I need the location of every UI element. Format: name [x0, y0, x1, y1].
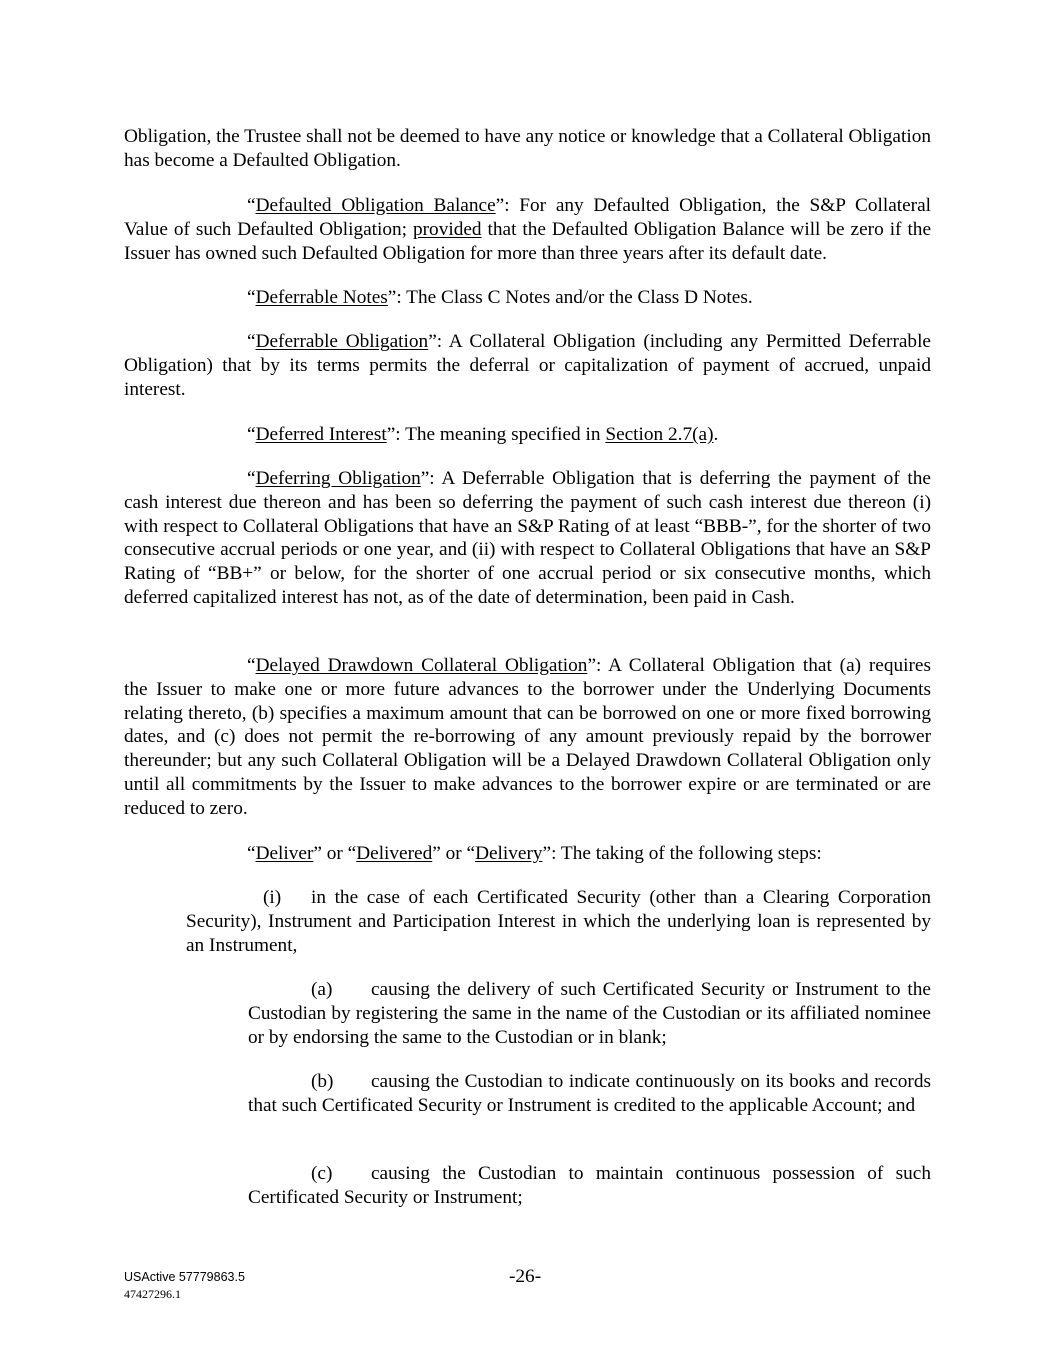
definition-text: ” or “ — [313, 843, 357, 864]
definition-defaulted-obligation-balance: “Defaulted Obligation Balance”: For any Defaulted Obligation, the S&P Collateral Value of such Defaulted Obligation; provided that the Defaulted Obligation Balance will be zero if the Issuer has owned such Defaulted Obligation for more than three years after its default date. — [124, 195, 932, 264]
footer-doc-id-small: 47427296.1 — [124, 1287, 181, 1301]
defined-term: Deferrable Notes — [255, 287, 388, 308]
definition-text: ”: The taking of the following steps: — [542, 843, 822, 864]
definition-delayed-drawdown: “Delayed Drawdown Collateral Obligation”: A Collateral Obligation that (a) requires the Issuer to make one or more future advances to the borrower under the Underlying Documents relating thereto, (b) specifies a maximum amount that can be borrowed on one or more fixed borrowing dates, and (c) does not permit the re-borrowing of any amount previously repaid by the borrower thereunder; but any such Collateral Obligation will be a Delayed Drawdown Collateral Obligation only until all commitments by the Issuer to make advances to the borrower expire or are terminated or are reduced to zero. — [124, 655, 931, 819]
list-item-c — [248, 1162, 931, 1210]
paragraph-text: Obligation, the Trustee shall not be deemed to have any notice or knowledge that a Collateral Obligation has become a Defaulted Obligation. — [124, 126, 931, 171]
defined-term: Defaulted Obligation Balance — [255, 195, 496, 216]
definition-text: ”: A Deferrable Obligation that is deferring the payment of the cash interest due thereon and has been so deferring the payment of such cash interest due thereon (i) with respect to Collateral Obligations that have an S&P Rating of at least “BBB-”, for the shorter of two consecutive accrual periods or one year, and (ii) with respect to Collateral Obligations that have an S&P Rating of “BB+” or below, for the shorter of one accrual period or six consecutive months, which deferred capitalized interest has not, as of the date of determination, been paid in Cash. — [124, 468, 931, 608]
list-item-i — [186, 886, 931, 957]
definition-deferrable-obligation: “Deferrable Obligation”: A Collateral Obligation (including any Permitted Deferrable Obligation) that by its terms permits the deferral or capitalization of payment of accrued, unpaid interest. — [124, 331, 931, 400]
list-text: causing the Custodian to maintain continuous possession of such Certificated Security or Instrument; — [248, 1163, 931, 1208]
defined-term: Deferring Obligation — [255, 468, 421, 489]
definition-text: ”: The Class C Notes and/or the Class D Notes. — [387, 287, 753, 308]
paragraph-continuation — [124, 125, 931, 173]
list-text: causing the delivery of such Certificated Security or Instrument to the Custodian by registering the same in the name of the Custodian or its affiliated nominee or by endorsing the same to the Custodian or in blank; — [248, 979, 931, 1048]
defined-term: Deferred Interest — [255, 424, 387, 445]
list-item-a — [248, 978, 931, 1049]
list-item-b — [248, 1070, 931, 1118]
definition-text: ”: For any Defaulted Obligation, the S&P Collateral Value of such Defaulted Obligation; — [124, 195, 932, 240]
definition-text: ”: A Collateral Obligation (including any Permitted Deferrable Obligation) that by its terms permits the deferral or capitalization of payment of accrued, unpaid interest. — [124, 331, 931, 400]
defined-term: Delayed Drawdown Collateral Obligation — [255, 655, 588, 676]
list-text: in the case of each Certificated Security (other than a Clearing Corporation Security), Instrument and Participation Interest in which the underlying loan is represented by an Instrument, — [186, 887, 931, 956]
list-text: causing the Custodian to indicate continuously on its books and records that such Certificated Security or Instrument is credited to the applicable Account; and — [248, 1071, 931, 1116]
defined-term: Deferrable Obligation — [255, 331, 429, 352]
defined-term: Delivered — [356, 843, 433, 864]
definition-text: ”: The meaning specified in — [386, 424, 606, 445]
definition-deferring-obligation: “Deferring Obligation”: A Deferrable Obligation that is deferring the payment of the cash interest due thereon and has been so deferring the payment of such cash interest due thereon (i) with respect to Collateral Obligations that have an S&P Rating of at least “BBB-”, for the shorter of two consecutive accrual periods or one year, and (ii) with respect to Collateral Obligations that have an S&P Rating of “BB+” or below, for the shorter of one accrual period or six consecutive months, which deferred capitalized interest has not, as of the date of determination, been paid in Cash. — [124, 468, 931, 608]
list-number: (b) — [311, 1071, 334, 1092]
list-number: (a) — [311, 979, 333, 1000]
definition-deferred-interest: “Deferred Interest”: The meaning specified in Section 2.7(a). — [247, 424, 719, 445]
page-number: -26- — [509, 1266, 542, 1287]
list-number: (c) — [311, 1163, 333, 1184]
definition-deferrable-notes: “Deferrable Notes”: The Class C Notes and/or the Class D Notes. — [247, 287, 753, 308]
definition-text: ” or “ — [432, 843, 476, 864]
defined-term: Delivery — [475, 843, 543, 864]
definition-text: ”: A Collateral Obligation that (a) requires the Issuer to make one or more future advances to the borrower under the Underlying Documents relating thereto, (b) specifies a maximum amount that can be borrowed on one or more fixed borrowing dates, and (c) does not permit the re-borrowing of any amount previously repaid by the borrower thereunder; but any such Collateral Obligation will be a Delayed Drawdown Collateral Obligation only until all commitments by the Issuer to make advances to the borrower expire or are terminated or are reduced to zero. — [124, 655, 931, 819]
footer-doc-id: USActive 57779863.5 — [124, 1270, 245, 1284]
definition-text: that the Defaulted Obligation Balance will be zero if the Issuer has owned such Defaulted Obligation for more than three years after its default date. — [124, 218, 931, 264]
section-reference: Section 2.7(a) — [605, 424, 714, 445]
list-number: (i) — [263, 887, 282, 908]
definition-deliver: “Deliver” or “Delivered” or “Delivery”: The taking of the following steps: — [247, 843, 822, 864]
definition-text: . — [713, 424, 719, 445]
provided-term: provided — [413, 218, 482, 240]
defined-term: Deliver — [255, 843, 314, 864]
